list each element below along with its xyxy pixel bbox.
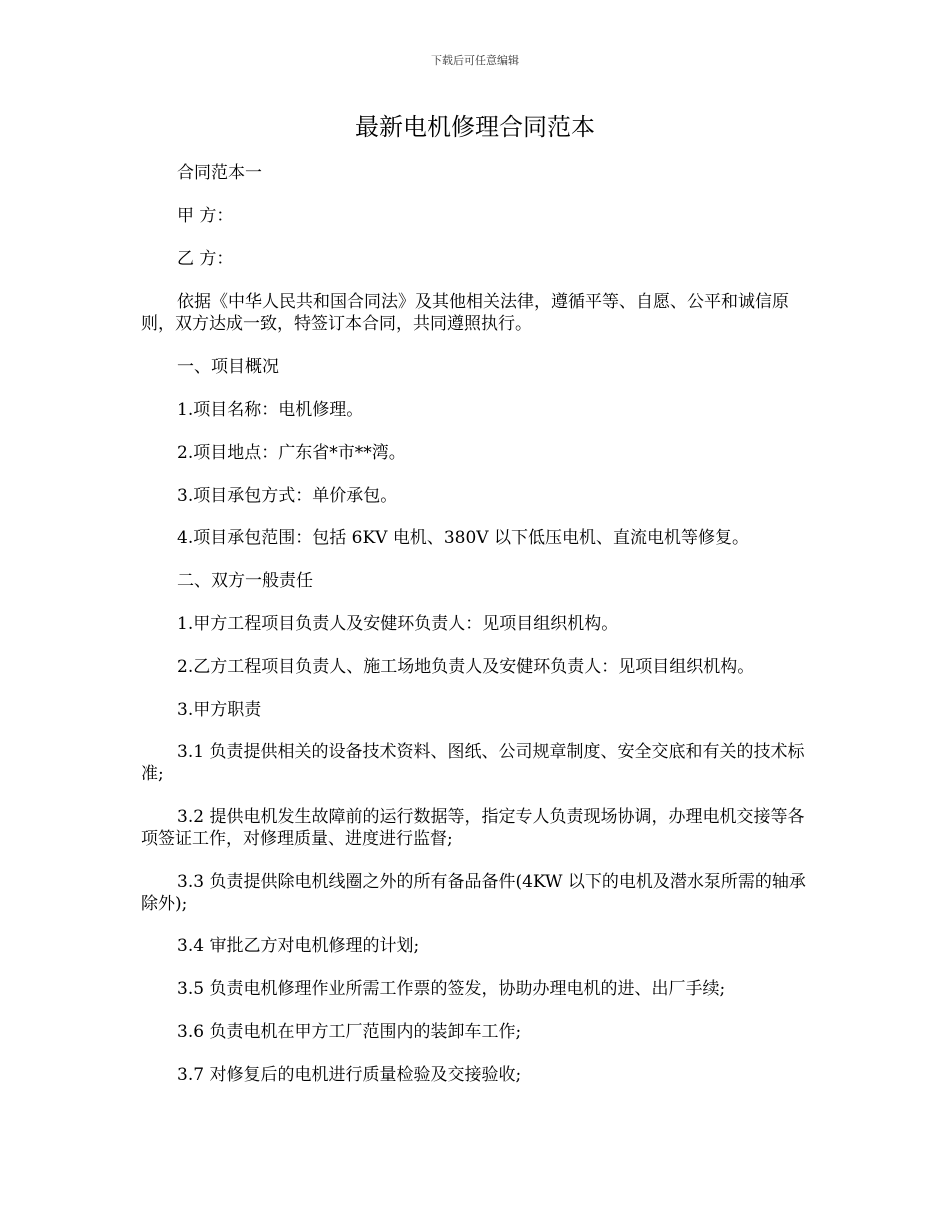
paragraph-duty-3-4: 3.4 审批乙方对电机修理的计划; (177, 936, 420, 956)
section-heading-project-overview: 一、项目概况 (177, 357, 279, 377)
paragraph-project-location: 2.项目地点：广东省*市**湾。 (177, 443, 406, 463)
paragraph-duty-3-2: 3.2 提供电机发生故障前的运行数据等，指定专人负责现场协调，办理电机交接等各项签证工作，对修理质量、进度进行监督; (141, 807, 805, 849)
paragraph-contract-method: 3.项目承包方式：单价承包。 (177, 486, 398, 506)
paragraph-duty-3-3: 3.3 负责提供除电机线圈之外的所有备品备件(4KW 以下的电机及潜水泵所需的轴承除外); (141, 872, 806, 914)
paragraph-duty-3-5: 3.5 负责电机修理作业所需工作票的签发，协助办理电机的进、出厂手续; (177, 979, 726, 999)
paragraph-party-a-responsible: 1.甲方工程项目负责人及安健环负责人：见项目组织机构。 (177, 614, 619, 634)
paragraph-party-a-duties-heading: 3.甲方职责 (177, 700, 262, 720)
paragraph-duty-3-1: 3.1 负责提供相关的设备技术资料、图纸、公司规章制度、安全交底和有关的技术标准; (141, 742, 805, 784)
paragraph-preamble: 依据《中华人民共和国合同法》及其他相关法律，遵循平等、自愿、公平和诚信原则，双方达成一致，特签订本合同，共同遵照执行。 (141, 292, 789, 334)
paragraph-duty-3-6: 3.6 负责电机在甲方工厂范围内的装卸车工作; (177, 1022, 522, 1042)
paragraph-contract-sample-label: 合同范本一 (177, 163, 262, 183)
section-heading-general-duties: 二、双方一般责任 (177, 571, 313, 591)
paragraph-duty-3-7: 3.7 对修复后的电机进行质量检验及交接验收; (177, 1065, 522, 1085)
paragraph-contract-scope: 4.项目承包范围：包括 6KV 电机、380V 以下低压电机、直流电机等修复。 (177, 528, 749, 548)
paragraph-party-b-responsible: 2.乙方工程项目负责人、施工场地负责人及安健环负责人：见项目组织机构。 (177, 657, 755, 677)
paragraph-party-a: 甲 方： (177, 206, 234, 226)
paragraph-project-name: 1.项目名称：电机修理。 (177, 400, 364, 420)
paragraph-party-b: 乙 方： (177, 249, 234, 269)
document-title: 最新电机修理合同范本 (355, 113, 595, 141)
page-header-note: 下载后可任意编辑 (431, 54, 519, 67)
